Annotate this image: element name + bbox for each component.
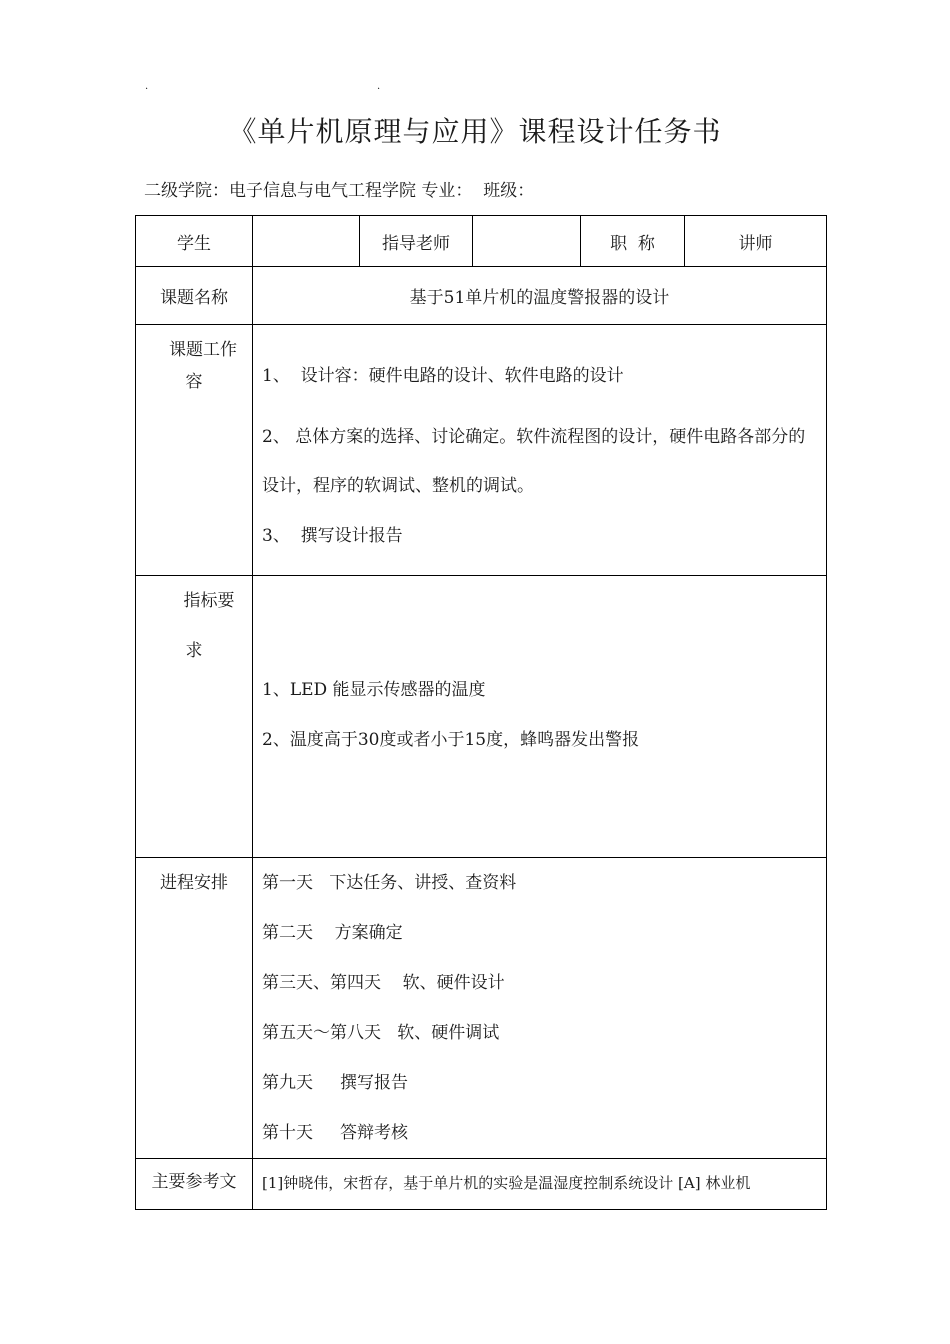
schedule-item-5: 第九天 撰写报告 [262,1073,409,1093]
schedule-item-2: 第二天 方案确定 [262,923,403,943]
requirements-label-line1: 指标要 [183,591,235,611]
topic-row [136,267,827,325]
requirements-row [136,576,827,858]
stray-dot-right: . [377,81,381,92]
people-row [136,216,827,267]
work-label-line1: 课题工作 [169,340,237,360]
schedule-item-6: 第十天 答辩考核 [262,1123,409,1143]
schedule-item-1: 第一天 下达任务、讲授、查资料 [262,873,517,893]
references-content [253,1159,827,1210]
advisor-label: 指导老师 [360,216,473,267]
work-label [136,325,253,576]
requirements-item-1: 1、LED 能显示传感器的温度 [262,680,486,700]
work-item-2: 2、 总体方案的选择、讨论确定。软件流程图的设计，硬件电路各部分的设计，程序的软调试、整机的调试。 [262,427,806,496]
task-table [135,215,827,1210]
student-value [253,216,360,267]
schedule-row [136,858,827,1159]
document-title: 《单片机原理与应用》课程设计任务书 [228,115,722,148]
work-content [253,325,827,576]
job-title-value: 讲师 [685,216,827,267]
work-row [136,325,827,576]
student-label: 学生 [136,216,253,267]
work-item-1: 1、 设计容：硬件电路的设计、软件电路的设计 [262,366,624,386]
references-label-cell [136,1159,253,1210]
references-row [136,1159,827,1210]
college-info-line: 二级学院：电子信息与电气工程学院 专业： 班级： [144,181,535,201]
requirements-content [253,576,827,858]
stray-dot-left: . [145,81,149,92]
references-label: 主要参考文 [151,1172,237,1192]
requirements-label-line2: 求 [185,641,203,661]
work-label-line2: 容 [185,372,203,392]
topic-value: 基于51单片机的温度警报器的设计 [253,267,827,325]
schedule-label-cell [136,858,253,1159]
requirements-label [136,576,253,858]
work-item-3: 3、 撰写设计报告 [262,526,403,546]
reference-item-1: [1]钟晓伟，宋哲存，基于单片机的实验是温湿度控制系统设计 [A] 林业机 [262,1174,751,1192]
schedule-item-3: 第三天、第四天 软、硬件设计 [262,973,505,993]
schedule-label: 进程安排 [160,873,228,893]
job-title-label: 职 称 [581,216,685,267]
advisor-value [473,216,581,267]
schedule-content [253,858,827,1159]
topic-label: 课题名称 [136,267,253,325]
requirements-item-2: 2、温度高于30度或者小于15度，蜂鸣器发出警报 [262,730,640,750]
schedule-item-4: 第五天～第八天 软、硬件调试 [262,1023,500,1043]
